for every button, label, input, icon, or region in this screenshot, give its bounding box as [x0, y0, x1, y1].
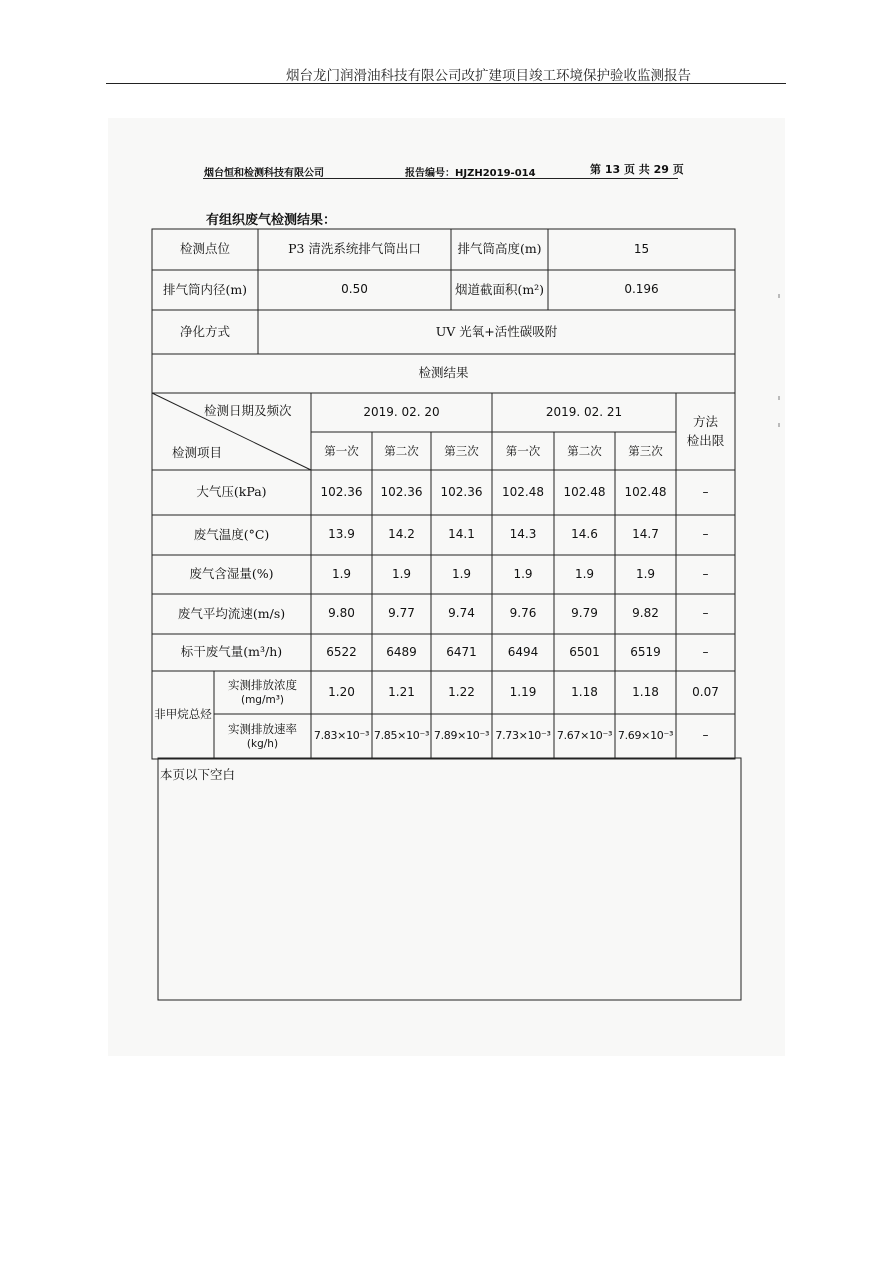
- method-limit-header: [676, 393, 735, 470]
- table-cell: 7.69×10⁻³: [617, 729, 674, 743]
- table-cell: 14.1: [448, 527, 475, 542]
- table-cell: 9.79: [571, 606, 598, 621]
- limit-cell: –: [702, 527, 709, 542]
- table-cell: 6522: [326, 644, 357, 659]
- location-label: 检测点位: [179, 241, 230, 257]
- page-header: 烟台龙门润滑油科技有限公司改扩建项目竣工环境保护验收监测报告: [286, 68, 691, 84]
- row-label: 大气压(kPa): [196, 484, 267, 500]
- row-label: 废气含湿量(%): [189, 566, 274, 582]
- table-cell: 7.73×10⁻³: [495, 729, 551, 743]
- page-number: 第 13 页 共 29 页: [590, 163, 684, 176]
- table-cell: 14.3: [509, 527, 537, 542]
- company-name: 烟台恒和检测科技有限公司: [204, 168, 324, 179]
- method-line-2: 检出限: [686, 432, 725, 448]
- table-cell: 9.82: [632, 606, 659, 621]
- nmhc-group-label: 非甲烷总烃: [154, 707, 212, 722]
- table-cell: 1.20: [328, 684, 355, 699]
- nmhc-conc-label-2: (mg/m³): [240, 694, 285, 707]
- results-title: 检测结果: [418, 365, 469, 381]
- purify-value: UV 光氧+活性碳吸附: [435, 323, 558, 339]
- run-header: 第三次: [444, 443, 479, 458]
- limit-cell: –: [702, 644, 709, 659]
- table-cell: 7.89×10⁻³: [433, 729, 490, 743]
- table-cell: 9.74: [448, 606, 475, 621]
- diagonal-header-bottom: 检测项目: [172, 445, 223, 460]
- nmhc-conc-label: [214, 671, 311, 714]
- row-label: 废气温度(°C): [193, 526, 270, 542]
- table-cell: 9.76: [509, 606, 537, 621]
- table-cell: 6489: [386, 644, 417, 659]
- row-label: 标干废气量(m³/h): [180, 644, 283, 660]
- run-header: 第一次: [505, 443, 541, 458]
- location-value: P3 清洗系统排气筒出口: [288, 241, 421, 257]
- table-cell: 102.48: [502, 484, 544, 499]
- table-cell: 1.18: [571, 684, 598, 699]
- table-cell: 1.21: [388, 684, 415, 699]
- table-cell: 9.80: [328, 606, 355, 621]
- table-cell: 1.9: [574, 566, 595, 581]
- table-cell: 1.9: [451, 566, 472, 581]
- table-cell: 1.9: [391, 566, 412, 581]
- purify-label: 净化方式: [179, 323, 230, 339]
- table-cell: 1.22: [448, 684, 475, 699]
- table-cell: 102.48: [624, 484, 667, 499]
- table-cell: 102.36: [380, 484, 423, 499]
- run-header: 第二次: [384, 443, 419, 458]
- date-1: 2019. 02. 20: [363, 404, 440, 419]
- table-cell: 1.18: [632, 684, 659, 699]
- table-cell: 6494: [507, 644, 539, 659]
- table-cell: 7.85×10⁻³: [373, 729, 430, 743]
- table-cell: 7.83×10⁻³: [313, 729, 370, 743]
- nmhc-rate-label-2: (kg/h): [246, 737, 279, 750]
- run-header: 第二次: [567, 443, 602, 458]
- diameter-value: 0.50: [341, 282, 368, 297]
- nmhc-rate-label: [214, 714, 311, 758]
- scan-speck: [778, 396, 780, 400]
- area-value: 0.196: [624, 282, 659, 297]
- limit-cell: –: [702, 728, 709, 743]
- table-cell: 14.6: [571, 527, 598, 542]
- scan-speck: [778, 294, 780, 298]
- run-header: 第三次: [628, 443, 663, 458]
- table-cell: 14.2: [388, 527, 415, 542]
- method-line-1: 方法: [692, 414, 718, 430]
- table-cell: 7.67×10⁻³: [556, 729, 613, 743]
- run-header: 第一次: [324, 443, 359, 458]
- diameter-label: 排气筒内径(m): [162, 281, 248, 297]
- nmhc-conc-label-1: 实测排放浓度: [228, 678, 297, 693]
- limit-cell: 0.07: [692, 684, 719, 699]
- limit-cell: –: [702, 606, 709, 621]
- date-2: 2019. 02. 21: [545, 404, 623, 419]
- height-label: 排气筒高度(m): [457, 241, 542, 257]
- header-rule: [106, 83, 786, 84]
- height-value: 15: [633, 241, 650, 256]
- limit-cell: –: [702, 484, 709, 499]
- table-cell: 1.9: [513, 566, 533, 581]
- limit-cell: –: [702, 566, 709, 581]
- row-label: 废气平均流速(m/s): [177, 605, 286, 621]
- table-cell: 102.48: [563, 484, 606, 499]
- table-cell: 1.9: [331, 566, 352, 581]
- table-cell: 6501: [569, 644, 600, 659]
- area-label: 烟道截面积(m²): [454, 281, 545, 297]
- section-title: 有组织废气检测结果：: [206, 213, 337, 228]
- blank-area-border: [158, 758, 741, 1000]
- table-cell: 13.9: [328, 527, 355, 542]
- table-cell: 102.36: [320, 484, 363, 499]
- blank-note: 本页以下空白: [160, 767, 236, 782]
- scan-speck: [778, 423, 780, 427]
- table-cell: 14.7: [632, 527, 659, 542]
- table-cell: 1.9: [635, 566, 656, 581]
- table-cell: 6471: [446, 644, 477, 659]
- table-cell: 1.19: [509, 684, 537, 699]
- diagonal-header-top: 检测日期及频次: [204, 403, 292, 418]
- table-cell: 6519: [630, 644, 661, 659]
- report-number: 报告编号：HJZH2019-014: [405, 168, 536, 179]
- nmhc-rate-label-1: 实测排放速率: [228, 721, 297, 736]
- scanned-page: [108, 118, 785, 1056]
- table-cell: 102.36: [440, 484, 483, 499]
- table-cell: 9.77: [388, 606, 415, 621]
